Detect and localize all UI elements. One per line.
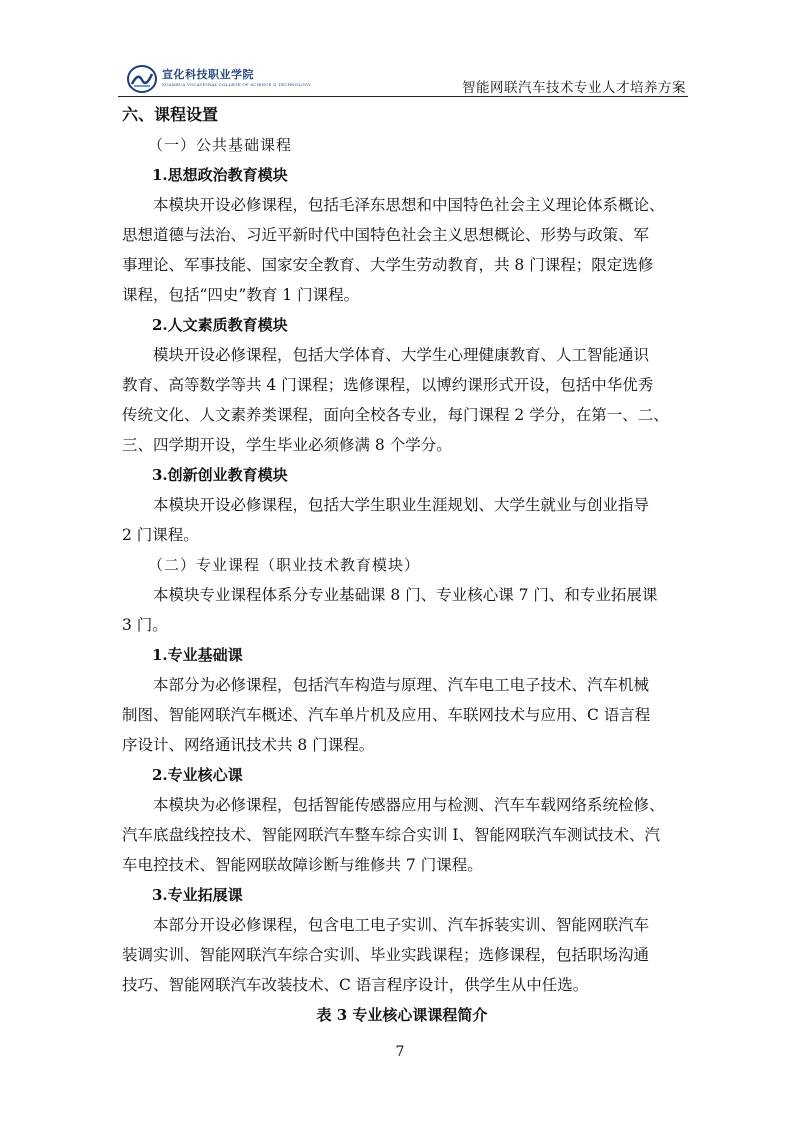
text-line: 本部分开设必修课程，包含电工电子实训、汽车拆装实训、智能网联汽车 <box>153 916 650 934</box>
paragraph-professional-overview <box>122 580 682 640</box>
text-line: 思想道德与法治、习近平新时代中国特色社会主义思想概论、形势与政策、军 <box>122 226 650 244</box>
college-name: 宣化科技职业学院 <box>162 68 254 81</box>
text-line: 2 门课程。 <box>122 526 199 544</box>
text-line: 教育、高等数学等共 4 门课程；选修课程，以博约课形式开设，包括中华优秀 <box>122 376 654 394</box>
text-line: 模块开设必修课程，包括大学体育、大学生心理健康教育、人工智能通识 <box>153 346 650 364</box>
text-line: 制图、智能网联汽车概述、汽车单片机及应用、车联网技术与应用、C 语言程 <box>122 706 651 724</box>
page-number: 7 <box>395 1044 405 1060</box>
paragraph-extension <box>122 910 682 1000</box>
paragraph-basic <box>122 670 682 760</box>
text-line: 本模块为必修课程，包括智能传感器应用与检测、汽车车载网络系统检修、 <box>153 796 665 814</box>
text-line: 课程，包括“四史”教育 1 门课程。 <box>122 286 360 304</box>
table-caption: 表 3 专业核心课课程简介 <box>316 1006 488 1024</box>
text-line: 技巧、智能网联汽车改装技术、C 语言程序设计，供学生从中任选。 <box>122 976 589 994</box>
text-line: 车电控技术、智能网联故障诊断与维修共 7 门课程。 <box>122 856 483 874</box>
paragraph-political <box>122 190 682 310</box>
module-heading-basic: 1.专业基础课 <box>152 646 243 664</box>
page-content <box>122 100 682 1030</box>
section-heading: 六、课程设置 <box>122 105 219 124</box>
college-logo-icon <box>126 64 158 94</box>
text-line: 汽车底盘线控技术、智能网联汽车整车综合实训 I、智能网联汽车测试技术、汽 <box>122 826 661 844</box>
module-heading-political: 1.思想政治教育模块 <box>152 166 288 184</box>
paragraph-core <box>122 790 682 880</box>
paragraph-humanities <box>122 340 682 460</box>
text-line: 传统文化、人文素养类课程，面向全校各专业，每门课程 2 学分，在第一、二、 <box>122 406 669 424</box>
module-heading-innovation: 3.创新创业教育模块 <box>152 466 288 484</box>
document-title: 智能网联汽车技术专业人才培养方案 <box>462 80 686 96</box>
text-line: 本模块开设必修课程，包括毛泽东思想和中国特色社会主义理论体系概论、 <box>153 196 665 214</box>
page-header <box>118 62 688 97</box>
text-line: 本部分为必修课程，包括汽车构造与原理、汽车电工电子技术、汽车机械 <box>153 676 650 694</box>
module-heading-extension: 3.专业拓展课 <box>152 886 243 904</box>
text-line: 事理论、军事技能、国家安全教育、大学生劳动教育，共 8 门课程；限定选修 <box>122 256 654 274</box>
text-line: 本模块开设必修课程，包括大学生职业生涯规划、大学生就业与创业指导 <box>153 496 650 514</box>
text-line: 三、四学期开设，学生毕业必须修满 8 个学分。 <box>122 436 452 454</box>
text-line: 3 门。 <box>122 616 168 634</box>
module-heading-humanities: 2.人文素质教育模块 <box>152 316 288 334</box>
paragraph-innovation <box>122 490 682 550</box>
college-name-en: XUANHUA VOCATIONAL COLLEGE OF SCIENCE & TECHNOLOGY <box>162 82 311 87</box>
subsection-heading-professional: （二）专业课程（职业技术教育模块） <box>148 556 421 574</box>
text-line: 本模块专业课程体系分专业基础课 8 门、专业核心课 7 门、和专业拓展课 <box>153 586 658 604</box>
text-line: 序设计、网络通讯技术共 8 门课程。 <box>122 736 375 754</box>
subsection-heading-public: （一）公共基础课程 <box>148 136 293 154</box>
text-line: 装调实训、智能网联汽车综合实训、毕业实践课程；选修课程，包括职场沟通 <box>122 946 650 964</box>
module-heading-core: 2.专业核心课 <box>152 766 243 784</box>
